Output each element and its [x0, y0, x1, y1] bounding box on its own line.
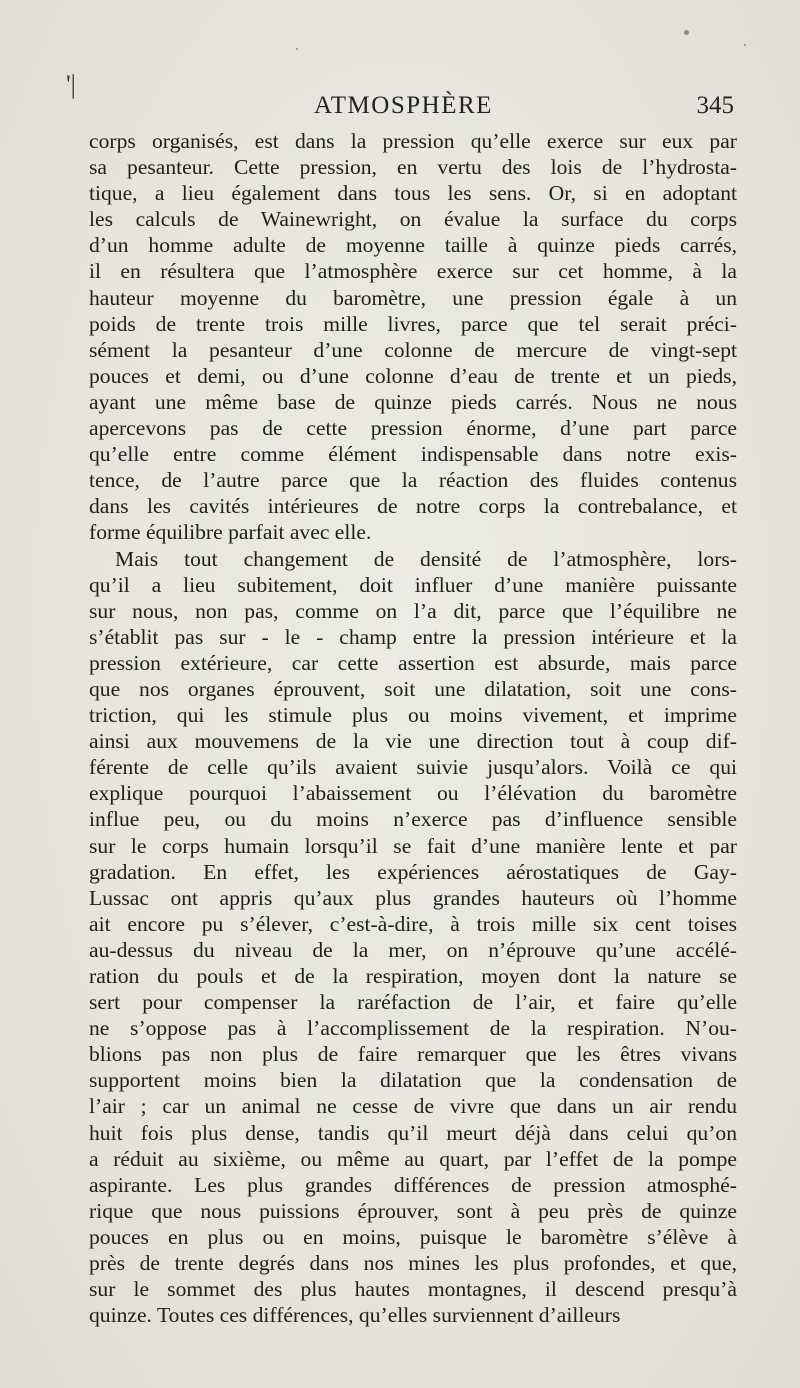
text-line: pression extérieure, car cette assertion est absurde, mais parce: [89, 650, 737, 675]
text-line: il en résultera que l’atmosphère exerce sur cet homme, à la: [89, 259, 737, 284]
text-line: l’air ; car un animal ne cesse de vivre que dans un air rendu: [89, 1094, 737, 1119]
text-line: ait encore pu s’élever, c’est-à-dire, à trois mille six cent toises: [89, 911, 737, 936]
text-line: sur nous, non pas, comme on l’a dit, parce que l’équilibre ne: [89, 598, 737, 623]
text-line: sa pesanteur. Cette pression, en vertu des lois de l’hydrosta-: [89, 155, 737, 180]
text-line: ration du pouls et de la respiration, moyen dont la nature se: [89, 964, 737, 988]
text-line: poids de trente trois mille livres, parce que tel serait préci-: [89, 311, 737, 336]
body-text: [89, 128, 737, 1328]
text-line: quinze. Toutes ces différences, qu’elles surviennent d’ailleurs: [89, 1303, 621, 1328]
text-line: huit fois plus dense, tandis qu’il meurt déjà dans celui qu’on: [89, 1120, 737, 1145]
text-line: qu’il a lieu subitement, doit influer d’une manière puissante: [89, 572, 737, 597]
running-head: [88, 92, 738, 126]
text-line: hauteur moyenne du baromètre, une pression égale à un: [89, 285, 737, 310]
text-line: aspirante. Les plus grandes différences de pression atmosphé-: [89, 1172, 737, 1197]
paragraph: [89, 128, 737, 546]
text-line: corps organisés, est dans la pression qu’elle exerce sur eux par: [89, 129, 737, 153]
text-line: sément la pesanteur d’une colonne de mercure de vingt-sept: [89, 337, 737, 362]
text-line: les calculs de Wainewright, on évalue la surface du corps: [89, 207, 737, 232]
ink-speck: [744, 44, 746, 46]
text-line: pouces en plus ou en moins, puisque le baromètre s’élève à: [89, 1224, 737, 1249]
text-line: que nos organes éprouvent, soit une dilatation, soit une cons-: [89, 676, 737, 701]
text-line: tique, a lieu également dans tous les sens. Or, si en adoptant: [89, 181, 737, 206]
text-line: blions pas non plus de faire remarquer que les êtres vivans: [89, 1042, 737, 1067]
text-line: forme équilibre parfait avec elle.: [89, 520, 372, 545]
text-line: près de trente degrés dans nos mines les plus profondes, et que,: [89, 1251, 737, 1276]
text-line: sur le corps humain lorsqu’il se fait d’une manière lente et par: [89, 833, 737, 858]
page-title: ATMOSPHÈRE: [314, 92, 493, 119]
text-line: Mais tout changement de densité de l’atmosphère, lors-: [115, 546, 737, 571]
text-line: pouces et demi, ou d’une colonne d’eau de trente et un pieds,: [89, 363, 737, 388]
text-line: férente de celle qu’ils avaient suivie jusqu’alors. Voilà ce qui: [89, 755, 737, 780]
text-line: triction, qui les stimule plus ou moins vivement, et imprime: [89, 703, 737, 728]
text-line: ayant une même base de quinze pieds carrés. Nous ne nous: [89, 389, 737, 414]
text-line: supportent moins bien la dilatation que la condensation de: [89, 1068, 737, 1093]
ink-speck: [684, 30, 689, 35]
text-line: qu’elle entre comme élément indispensable dans notre exis-: [89, 442, 737, 467]
text-line: a réduit au sixième, ou même au quart, par l’effet de la pompe: [89, 1146, 737, 1171]
text-line: gradation. En effet, les expériences aérostatiques de Gay-: [89, 859, 737, 884]
text-line: apercevons pas de cette pression énorme, d’une part parce: [89, 416, 737, 441]
text-line: influe peu, ou du moins n’exerce pas d’influence sensible: [89, 807, 737, 832]
text-line: dans les cavités intérieures de notre corps la contrebalance, et: [89, 494, 737, 519]
text-line: au-dessus du niveau de la mer, on n’éprouve qu’une accélé-: [89, 937, 737, 962]
text-line: rique que nous puissions éprouver, sont à peu près de quinze: [89, 1198, 737, 1223]
text-line: Lussac ont appris qu’aux plus grandes hauteurs où l’homme: [89, 885, 737, 910]
text-line: sur le sommet des plus hautes montagnes, il descend presqu’à: [89, 1277, 737, 1302]
paragraph: [89, 546, 737, 1329]
text-line: ainsi aux mouvemens de la vie une direction tout à coup dif-: [89, 729, 737, 754]
text-line: sert pour compenser la raréfaction de l’air, et faire qu’elle: [89, 990, 737, 1015]
page-number: 345: [696, 92, 734, 119]
text-line: ne s’oppose pas à l’accomplissement de la respiration. N’ou-: [89, 1016, 737, 1041]
margin-mark: '|: [66, 70, 76, 99]
text-line: tence, de l’autre parce que la réaction des fluides contenus: [89, 468, 737, 493]
text-line: explique pourquoi l’abaissement ou l’élévation du baromètre: [89, 781, 737, 806]
ink-speck: [296, 48, 298, 50]
text-line: s’établit pas sur - le - champ entre la pression intérieure et la: [89, 624, 737, 649]
text-line: d’un homme adulte de moyenne taille à quinze pieds carrés,: [89, 233, 737, 258]
